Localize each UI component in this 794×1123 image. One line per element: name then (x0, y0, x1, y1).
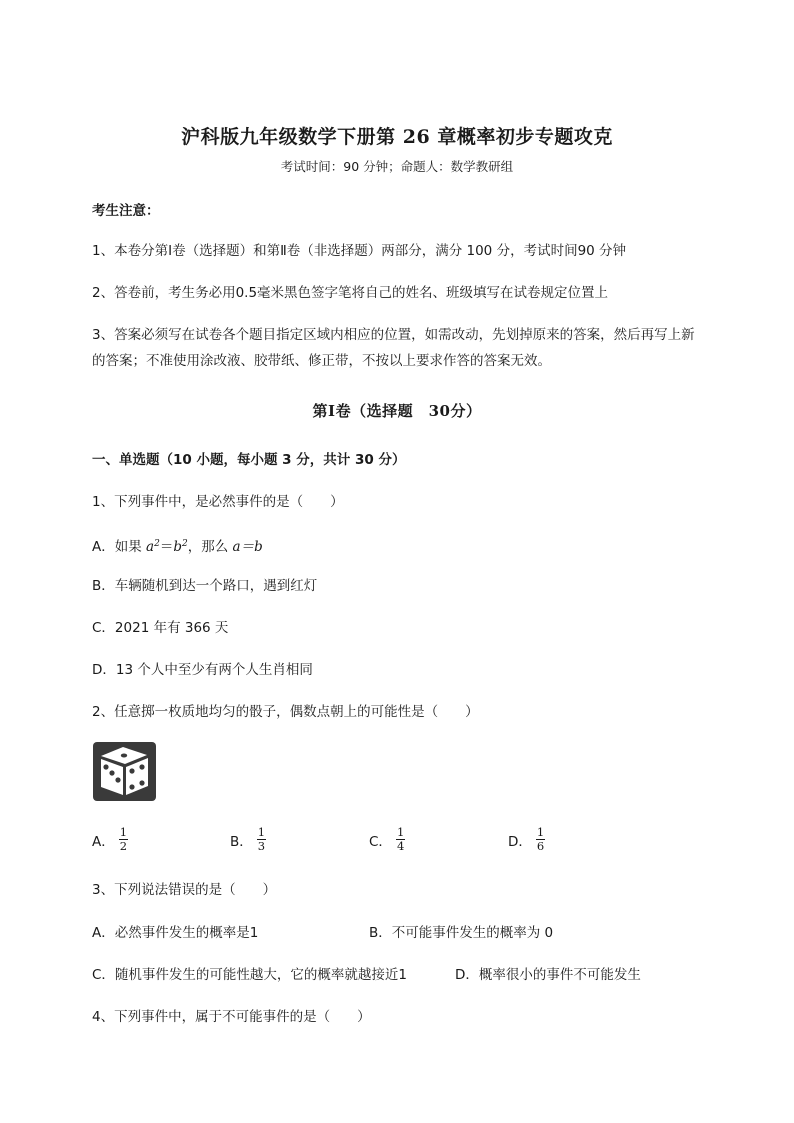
question-3-option-a: A．必然事件发生的概率是1 (92, 925, 259, 941)
section-title: 第Ⅰ卷（选择题 30分） (312, 402, 482, 420)
question-2-option-c: C． $\frac{1}{4}$ (369, 825, 405, 853)
question-2-option-b: B． $\frac{1}{3}$ (230, 825, 266, 853)
document-title: 沪科版九年级数学下册第 26 章概率初步专题攻克 (181, 126, 613, 148)
question-3-option-d: D．概率很小的事件不可能发生 (455, 967, 641, 983)
question-1-option-c: C．2021 年有 366 天 (92, 620, 229, 636)
question-1-stem: 1、下列事件中，是必然事件的是（ ） (92, 494, 344, 510)
question-1-option-b: B．车辆随机到达一个路口，遇到红灯 (92, 578, 318, 594)
notice-item-2: 2、答卷前，考生务必用0.5毫米黑色签字笔将自己的姓名、班级填写在试卷规定位置上 (92, 285, 609, 301)
question-3-option-b: B．不可能事件发生的概率为 0 (369, 925, 554, 941)
notice-heading: 考生注意： (92, 203, 160, 219)
part-heading: 一、单选题（10 小题，每小题 3 分，共计 30 分） (92, 452, 406, 468)
question-1-option-d: D．13 个人中至少有两个人生肖相同 (92, 662, 313, 678)
notice-item-3-continued: 的答案；不准使用涂改液、胶带纸、修正带，不按以上要求作答的答案无效。 (92, 353, 551, 369)
question-2-stem: 2、任意掷一枚质地均匀的骰子，偶数点朝上的可能性是（ ） (92, 704, 479, 720)
question-3-option-c: C．随机事件发生的可能性越大，它的概率就越接近1 (92, 967, 408, 983)
question-1-option-a: A．如果 $a^2=b^2$，那么 a＝b (92, 539, 263, 555)
notice-item-1: 1、本卷分第Ⅰ卷（选择题）和第Ⅱ卷（非选择题）两部分，满分 100 分，考试时间90 分钟 (92, 243, 627, 259)
question-2-option-a: A． $\frac{1}{2}$ (92, 825, 128, 853)
dice-icon (93, 742, 156, 801)
question-2-option-d: D． $\frac{1}{6}$ (508, 825, 545, 853)
question-4-stem: 4、下列事件中，属于不可能事件的是（ ） (92, 1009, 371, 1025)
exam-info: 考试时间：90 分钟；命题人：数学教研组 (280, 159, 514, 174)
notice-item-3: 3、答案必须写在试卷各个题目指定区域内相应的位置，如需改动，先划掉原来的答案，然后再写上新 (92, 327, 695, 343)
question-3-stem: 3、下列说法错误的是（ ） (92, 882, 277, 898)
